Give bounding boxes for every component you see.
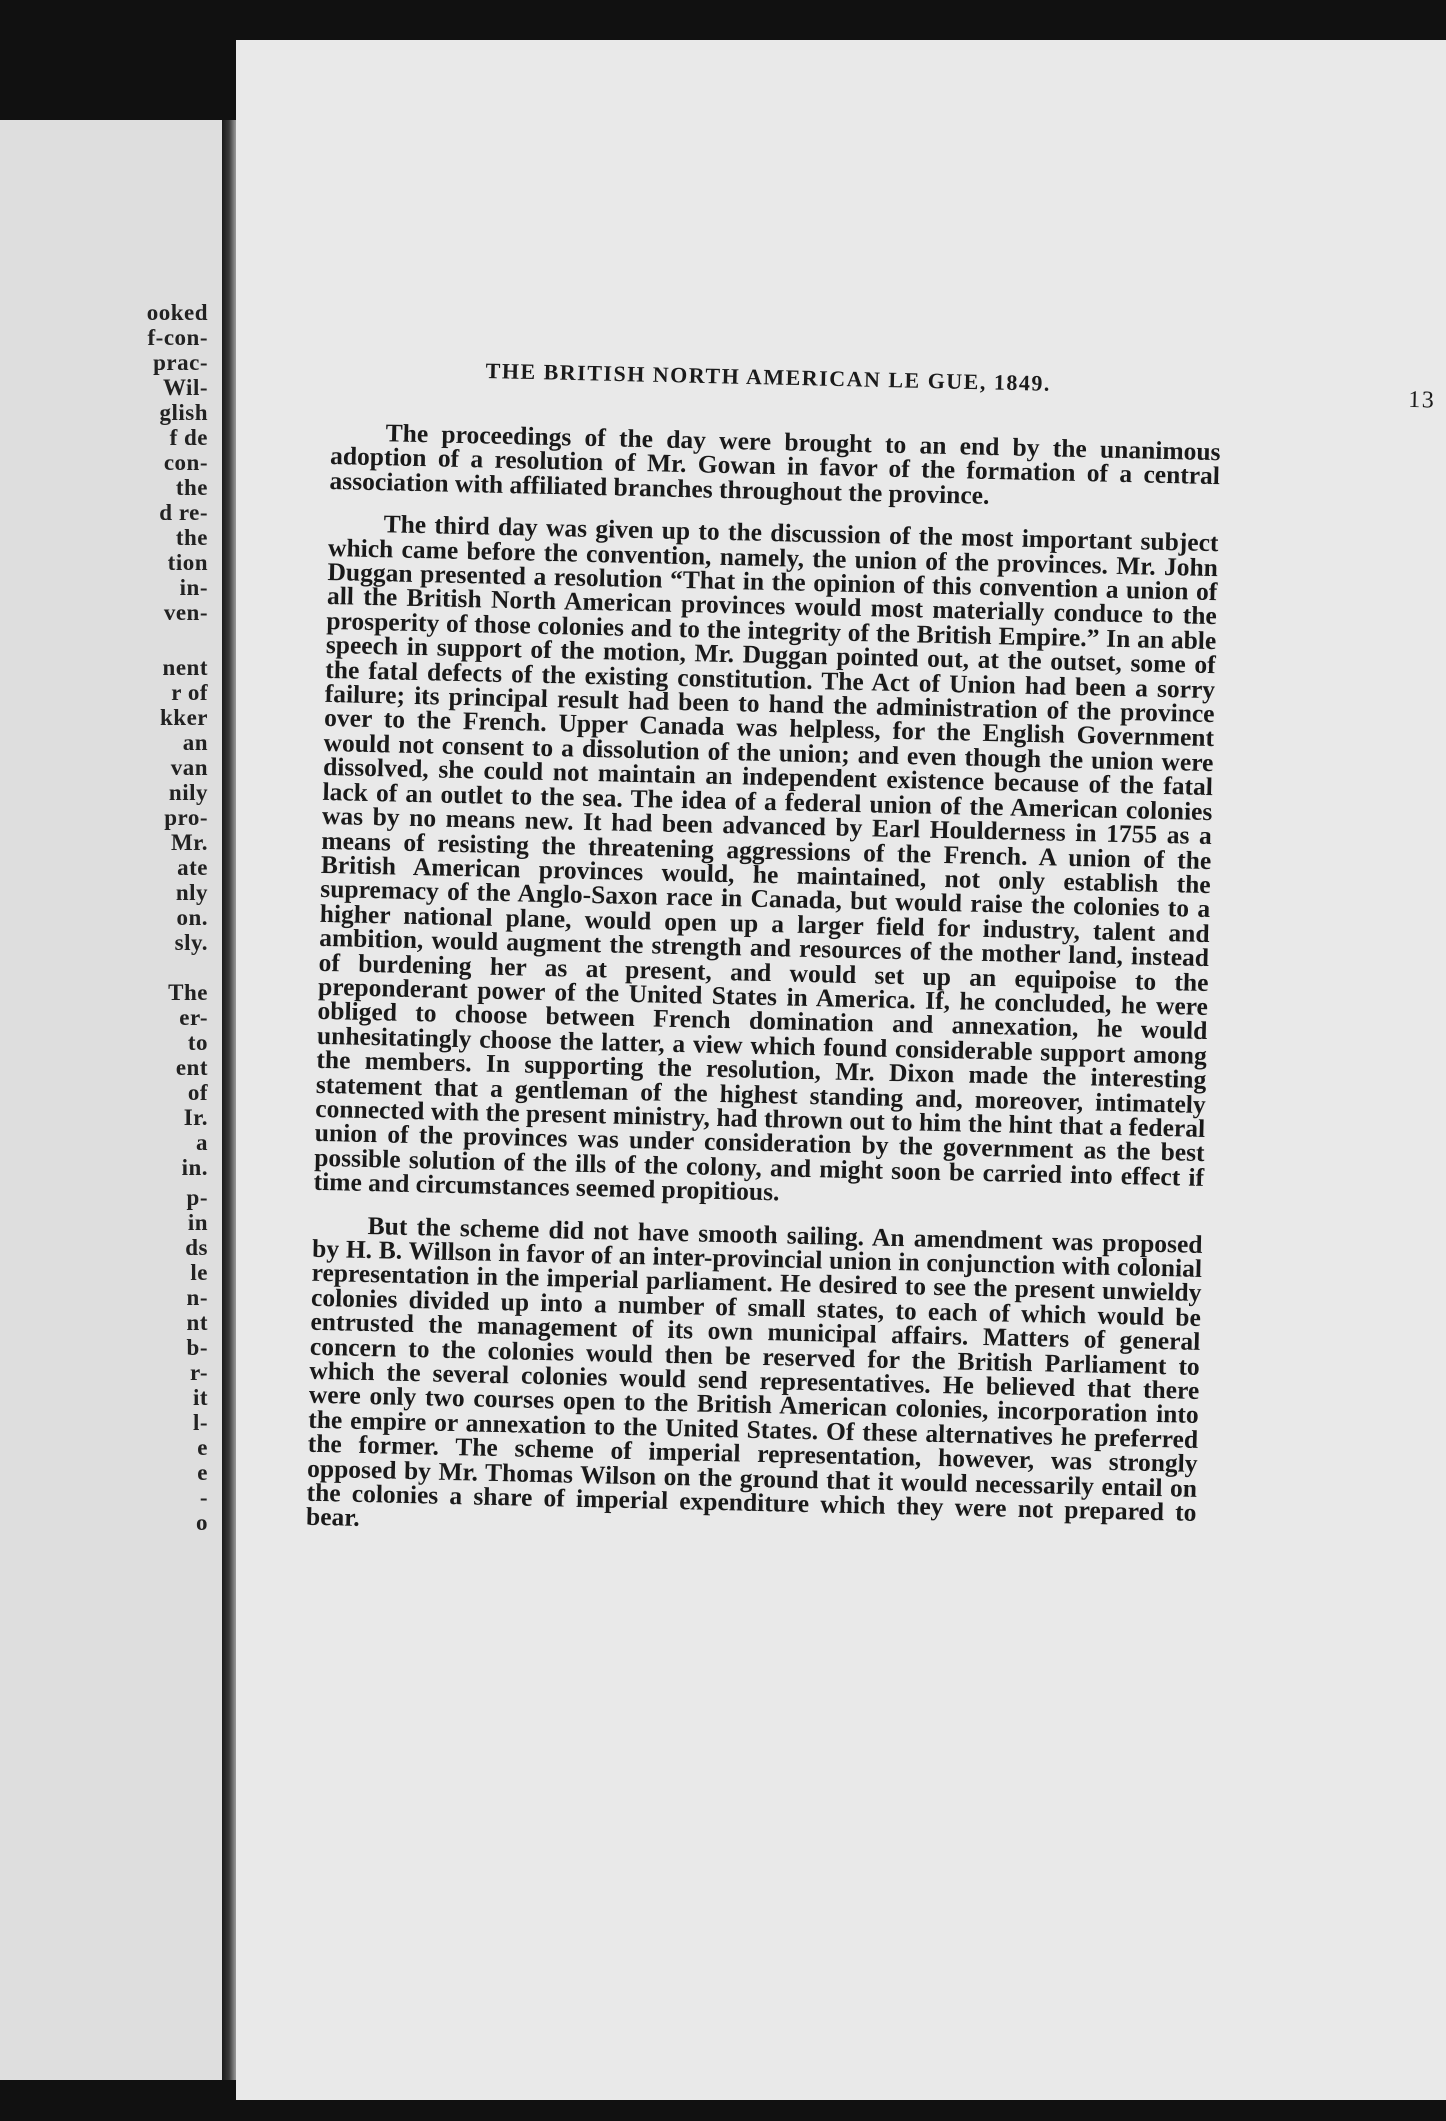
paragraph: The proceedings of the day were brought to an end by the unanimous adoption of a resolution of Mr. Gowan in favor of the formation of a central association with affiliated branches throughout the province. xyxy=(329,418,1221,510)
left-page-text-fragment: - xyxy=(199,1485,208,1510)
left-page-text-fragment: to xyxy=(187,1030,208,1055)
left-page-text-fragment: le xyxy=(190,1260,208,1285)
left-page-text-fragment: b- xyxy=(186,1335,208,1360)
left-page-fragment xyxy=(0,120,222,2080)
left-page-text-fragment: the xyxy=(175,475,208,500)
page-number: 13 xyxy=(1407,386,1436,414)
left-page-text-fragment: nt xyxy=(186,1310,208,1335)
left-page-text-fragment: Wil- xyxy=(162,375,208,400)
left-page-text-fragment: ven- xyxy=(163,600,208,625)
left-page-text-fragment: in. xyxy=(181,1155,208,1180)
left-page-text-fragment: ds xyxy=(185,1235,208,1260)
left-page-text-fragment: f-con- xyxy=(147,325,208,350)
left-page-text-fragment: o xyxy=(196,1510,208,1535)
body-text xyxy=(305,420,1220,1568)
paragraph: But the scheme did not have smooth sailing. An amendment was proposed by H. B. Willson in favor of an inter-provincial union in conjunction with colonial representation in the imperial parliament. He desired to see the present unwieldy colonies divided up into a number of small states, to each of which would be entrusted the management of its own municipal affairs. Matters of general concern to the colonies would then be reserved for the British Parliament to which the several colonies would send representatives. He believed that there were only two courses open to the British American colonies, incorporation into the empire or annexation to the United States. Of these alternatives he preferred the former. The scheme of imperial representation, however, was strongly opposed by Mr. Thomas Wilson on the ground that it would necessarily entail on the colonies a share of imperial expenditure which they were not prepared to bear. xyxy=(305,1210,1203,1533)
left-page-text-fragment: ent xyxy=(175,1055,208,1080)
left-page-text-fragment: p- xyxy=(186,1185,208,1210)
left-page-text-fragment: con- xyxy=(163,450,208,475)
left-page-text-fragment: a xyxy=(196,1130,208,1155)
book-gutter xyxy=(222,120,236,2080)
left-page-text-fragment: f de xyxy=(169,425,208,450)
left-page-text-fragment: van xyxy=(170,755,208,780)
left-page-text-fragment: r of xyxy=(171,680,208,705)
left-page-text-fragment: in xyxy=(187,1210,208,1235)
left-page-text-fragment: glish xyxy=(159,400,208,425)
left-page-text-fragment: Mr. xyxy=(170,830,208,855)
left-page-text-fragment: an xyxy=(182,730,208,755)
left-page-text-fragment: of xyxy=(187,1080,208,1105)
left-page-text-fragment: it xyxy=(192,1385,208,1410)
paragraph: The third day was given up to the discussion of the most important subject which came before the convention, namely, the union of the provinces. Mr. John Duggan presented a resolution “That in the opinion of this convention a union of all the British North American provinces would most materially conduce to the prosperity of those colonies and to the integrity of the British Empire.” In an able speech in support of the motion, Mr. Duggan pointed out, at the outset, some of the fatal defects of the existing constitution. The Act of Union had been a sorry failure; its principal result had been to hand the administration of the province over to the French. Upper Canada was helpless, for the English Government would not consent to a dissolution of the union; and even though the union were dissolved, she could not maintain an independent existence because of the fatal lack of an outlet to the sea. The idea of a federal union of the American colonies was by no means new. It had been advanced by Earl Houlderness in 1755 as a means of resisting the threatening aggressions of the French. A union of the British American provinces would, he maintained, not only establish the supremacy of the Anglo-Saxon race in Canada, but would raise the colonies to a higher national plane, would open up a larger field for industry, talent and ambition, would augment the strength and resources of the mother land, instead of burdening her as at present, and would set up an equipoise to the preponderant power of the United States in America. If, he concluded, he were obliged to choose between French domination and annexation, he would unhesitatingly choose the latter, a view which found considerable support among the members. In supporting the resolution, Mr. Dixon made the interesting statement that a gentleman of the highest standing and, moreover, intimately connected with the present ministry, had thrown out to him the hint that a federal union of the provinces was under consideration by the government as the best possible solution of the ills of the colony, and might soon be carried into effect if time and circumstances seemed propitious. xyxy=(313,509,1219,1207)
left-page-text-fragment: sly. xyxy=(174,930,208,955)
left-page-text-fragment: pro- xyxy=(164,805,208,830)
running-title: THE BRITISH NORTH AMERICAN LE GUE, 1849. xyxy=(485,358,1052,396)
left-page-text-fragment: kker xyxy=(160,705,208,730)
left-page-text-fragment: nent xyxy=(162,655,208,680)
left-page-text-fragment: on. xyxy=(176,905,208,930)
left-page-text-fragment: er- xyxy=(179,1005,208,1030)
left-page-text-fragment: the xyxy=(175,525,208,550)
running-header xyxy=(485,358,1436,420)
left-page-text-fragment: ooked xyxy=(146,300,208,325)
left-page-text-fragment: tion xyxy=(167,550,208,575)
left-page-text-fragment: nily xyxy=(168,780,208,805)
left-page-text-fragment: e xyxy=(197,1435,208,1460)
left-page-text-fragment: The xyxy=(168,980,208,1005)
left-page-text-fragment: n- xyxy=(186,1285,208,1310)
left-page-text-fragment: ate xyxy=(177,855,208,880)
left-page-text-fragment: prac- xyxy=(153,350,208,375)
left-page-text-fragment: in- xyxy=(179,575,208,600)
right-page xyxy=(236,40,1446,2100)
left-page-text-fragment: l- xyxy=(192,1410,208,1435)
left-page-text-fragment: Ir. xyxy=(183,1105,208,1130)
left-page-text-fragment: d re- xyxy=(159,500,208,525)
left-page-text-fragment: r- xyxy=(189,1360,208,1385)
left-page-text-fragment: nly xyxy=(175,880,208,905)
left-page-text-fragment: e xyxy=(197,1460,208,1485)
